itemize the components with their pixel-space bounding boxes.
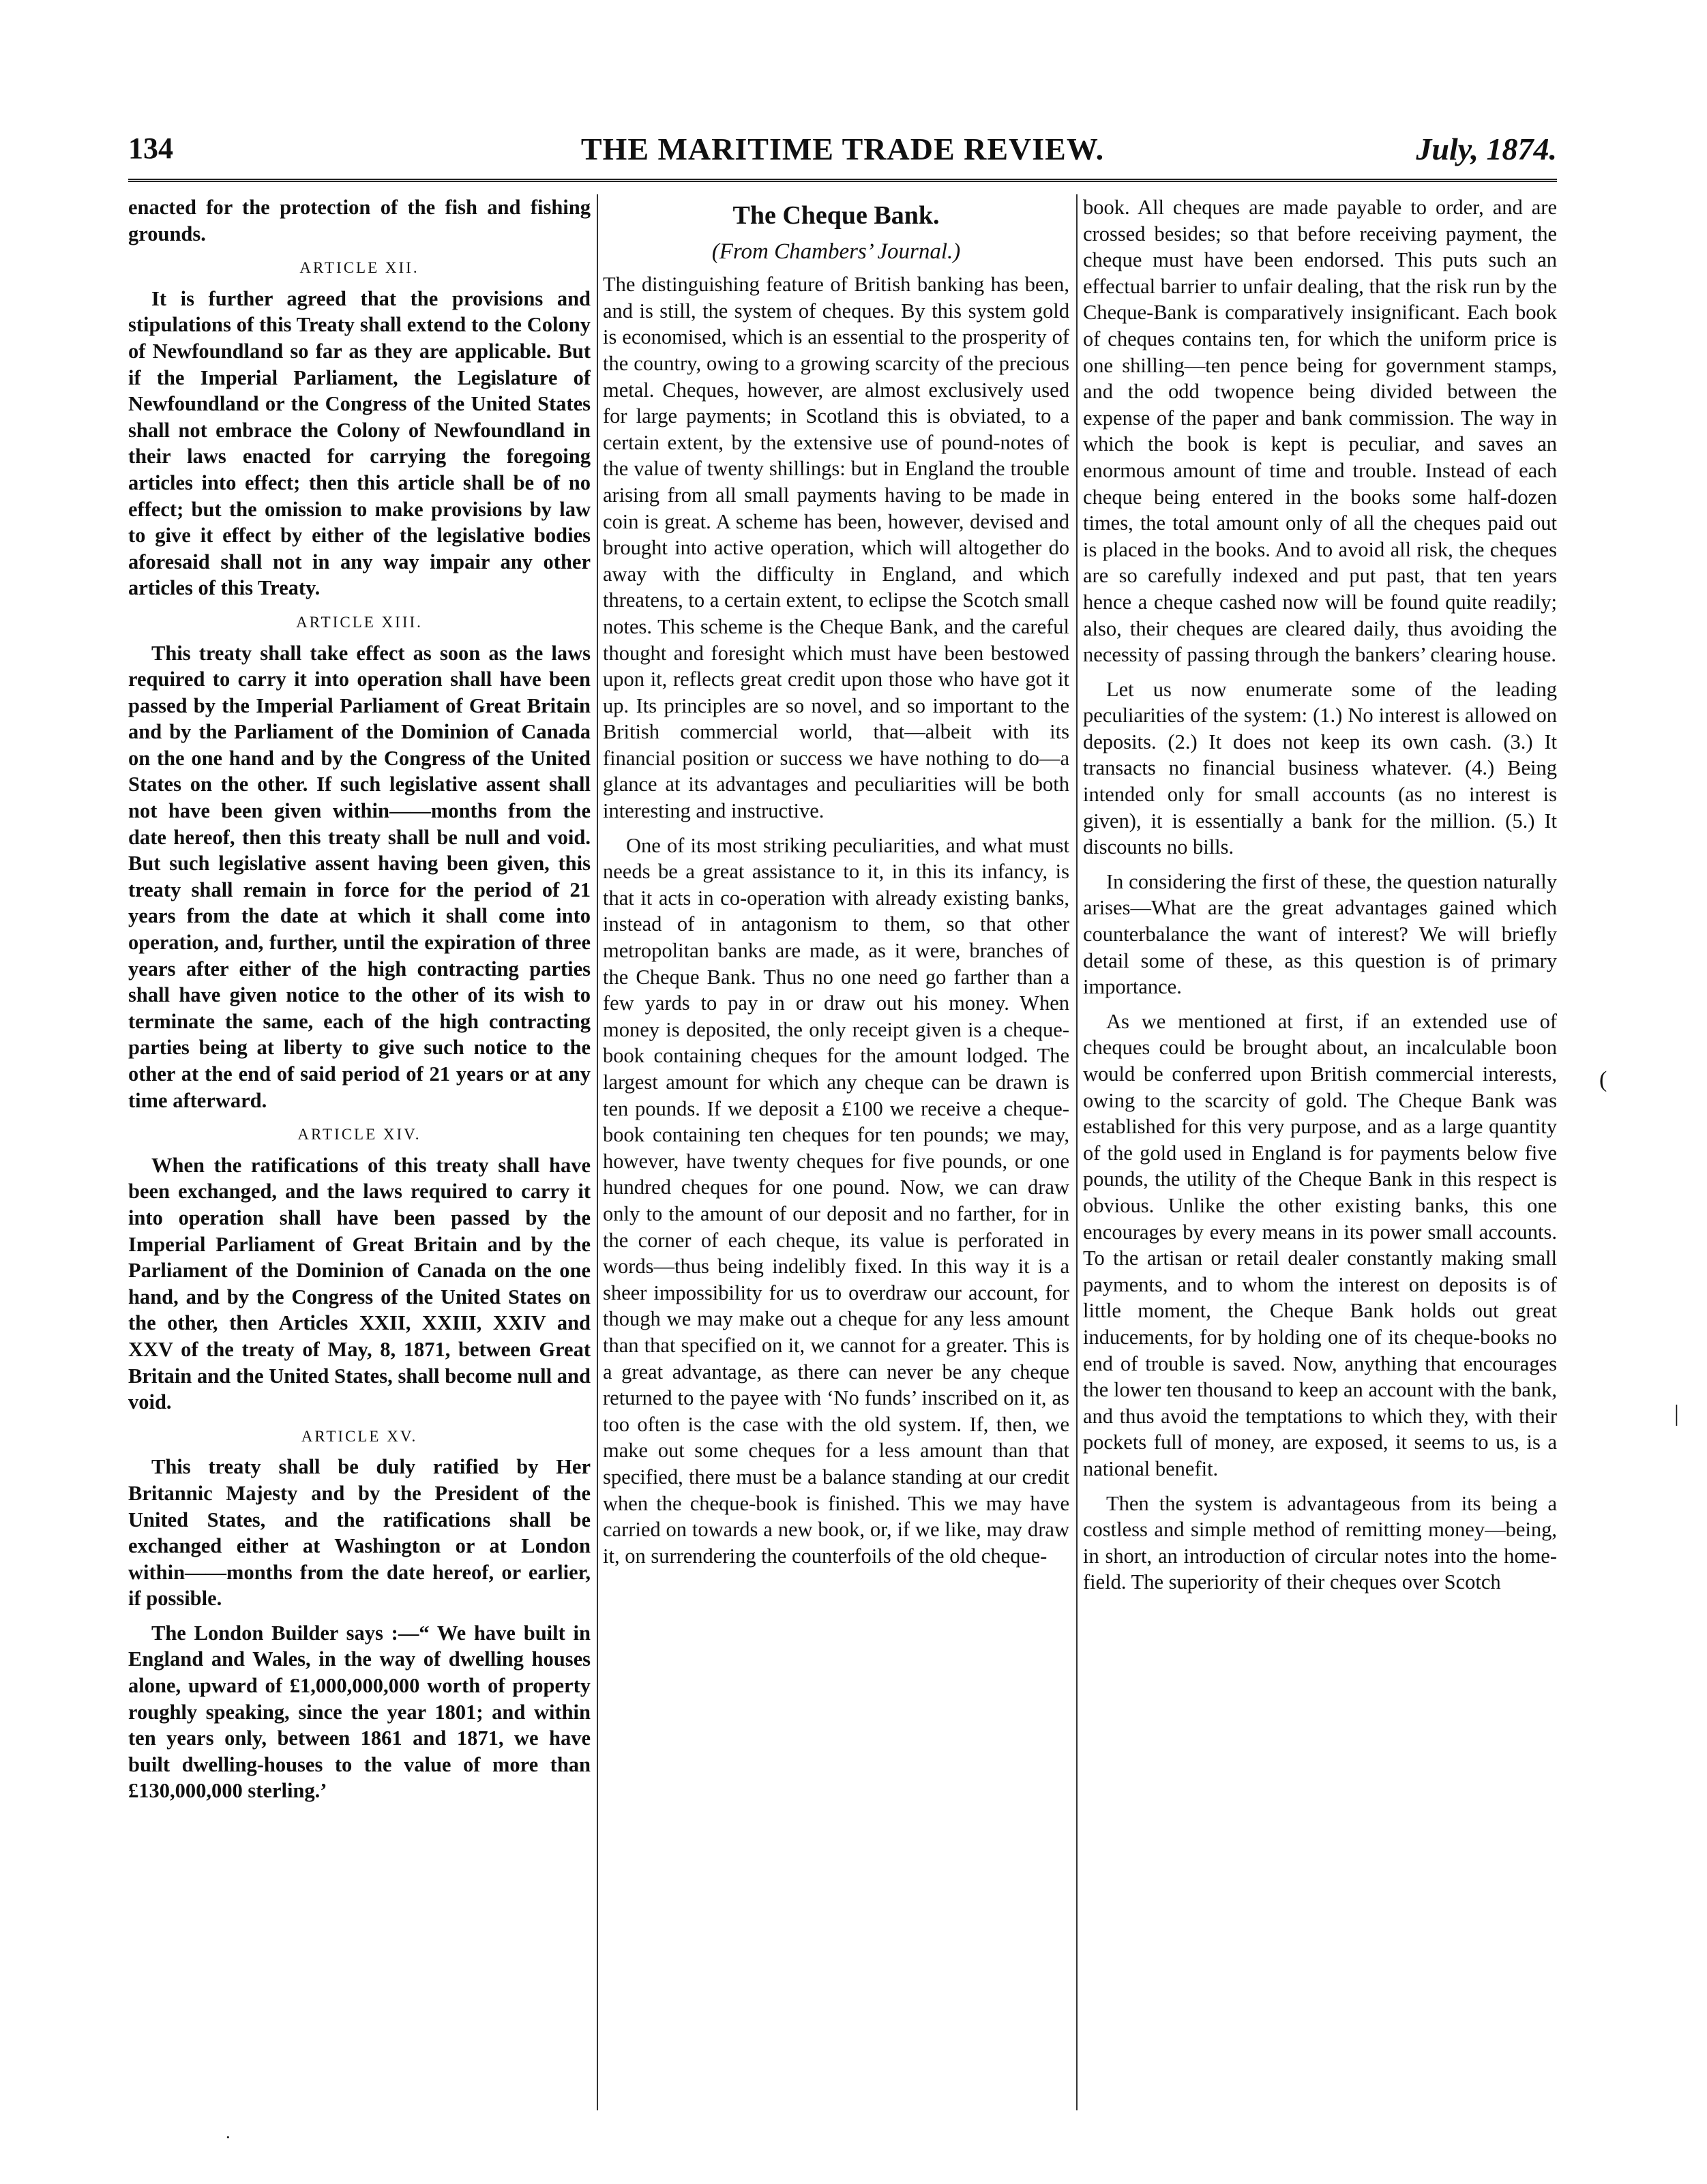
- article-heading: ARTICLE XV.: [301, 1427, 418, 1445]
- article-source: (From Chambers’ Journal.): [711, 239, 961, 264]
- paragraph: As we mentioned at first, if an extended use of cheques could be brought about, an incalculable boon would be conferred upon British commercial interests, owing to the scarcity of gold. The Cheque Bank was established for this very purpose, and as a large quantity of the gold used in England is for payments below five pounds, the utility of the Cheque Bank in this respect is obvious. Unlike the other existing banks, this one encourages by every means in its power small accounts. To the artisan or retail dealer constantly making small payments, and to whom the interest on deposits is of little moment, the Cheque Bank holds out great inducements, for by holding one of its cheque-books no end of trouble is saved. Now, anything that encourages the lower ten thousand to keep an account with the bank, and thus avoid the temptations to which they, with their pockets full of money, are exposed, it seems to us, is a national benefit.: [1083, 1009, 1557, 1480]
- article-heading: ARTICLE XIII.: [296, 613, 423, 631]
- paragraph: In considering the first of these, the question naturally arises—What are the great advantages gained which counterbalance the want of interest? We will briefly detail some of these, as this question is of primary importance.: [1083, 869, 1557, 999]
- paragraph: It is further agreed that the provisions and stipulations of this Treaty shall extend to the Colony of Newfoundland so far as they are applicable. But if the Imperial Parliament, the Legislature of Newfoundland or the Congress of the United States shall not embrace the Colony of Newfoundland in their laws enacted for carrying the foregoing articles into effect; then this article shall be of no effect; but the omission to make provisions by law to give it effect by either of the legislative bodies aforesaid shall not in any way impair any other articles of this Treaty.: [128, 286, 591, 600]
- page-header: [128, 131, 1557, 179]
- header-rule: [128, 179, 1557, 182]
- paragraph: This treaty shall take effect as soon as the laws required to carry it into operation shall have been passed by the Imperial Parliament of Great Britain and by the Parliament of the Dominion of Canada on the one hand and by the Congress of the United States on the other. If such legislative assent shall not have been given within——months from the date hereof, then this treaty shall be null and void. But such legislative assent having been given, this treaty shall remain in force for the period of 21 years from the date at which it shall come into operation, and, further, until the expiration of three years after either of the high contracting parties shall have given notice to the other of its wish to terminate the same, each of the high contracting parties being at liberty to give such notice to the other at the end of said period of 21 years or at any time afterward.: [128, 641, 591, 1112]
- article-title: The Cheque Bank.: [732, 201, 940, 230]
- margin-mark: |: [1674, 1401, 1679, 1426]
- paragraph: enacted for the protection of the fish and fishing grounds.: [128, 196, 591, 245]
- column-divider: [1076, 194, 1078, 2110]
- paragraph: When the ratifications of this treaty shall have been exchanged, and the laws required to carry it into operation shall have been passed by the Imperial Parliament of Great Britain and by the Parliament of the Dominion of Canada on the one hand, and by the Congress of the United States on the other, then Articles XXII, XXIII, XXIV and XXV of the treaty of May, 8, 1871, between Great Britain and the United States, shall become null and void.: [128, 1153, 591, 1414]
- column-left: [128, 194, 591, 2124]
- paragraph: One of its most striking peculiarities, and what must needs be a great assistance to it, in this its infancy, is that it acts in co-operation with already existing banks, instead of in antagonism to them, so that other metropolitan banks are made, as it were, branches of the Cheque Bank. Thus no one need go farther than a few yards to pay in or draw out his money. When money is deposited, the only receipt given is a cheque-book containing cheques for the amount lodged. The largest amount for which any cheque can be drawn is ten pounds. If we deposit a £100 we receive a cheque-book containing ten cheques for ten pounds; we may, however, have twenty cheques for five pounds, or one hundred cheques for one pound. Now, we can draw only to the amount of our deposit and no farther, for in the corner of each cheque, its value is perforated in words—thus being indelibly fixed. In this way it is a sheer impossibility for us to overdraw our account, for though we may make out a cheque for any less amount than that specified on it, we cannot for a greater. This is a great advantage, as there can never be any cheque returned to the payee with ‘No funds’ inscribed on it, as too often is the case with the old system. If, then, we make out some cheques for a less amount than that specified, there must be a balance standing at our credit when the cheque-book is finished. This we may have carried on towards a new book, or, if we like, may draw it, on surrendering the counterfoils of the old cheque-: [603, 833, 1069, 1568]
- issue-date: July, 1874.: [1416, 132, 1557, 166]
- paragraph: Let us now enumerate some of the leading peculiarities of the system: (1.) No interest is allowed on deposits. (2.) It does not keep its own cash. (3.) It transacts no financial business whatever. (4.) Being intended only for small accounts (as no interest is given), it is essentially a bank for the million. (5.) It discounts no bills.: [1083, 677, 1557, 859]
- column-middle: [603, 194, 1069, 2124]
- publication-title: THE MARITIME TRADE REVIEW.: [580, 132, 1105, 166]
- article-heading: ARTICLE XII.: [299, 259, 419, 277]
- stray-dot: ·: [225, 2127, 231, 2147]
- column-right: [1083, 194, 1557, 2124]
- margin-mark: (: [1599, 1067, 1607, 1092]
- article-heading: ARTICLE XIV.: [297, 1126, 421, 1143]
- builder-paragraph: The London Builder says :—“ We have built in England and Wales, in the way of dwelling houses alone, upward of £1,000,000,000 worth of property roughly speaking, since the year 1801; and within ten years only, between 1861 and 1871, we have built dwelling-houses to the value of more than £130,000,000 sterling.’: [128, 1621, 591, 1803]
- paragraph: book. All cheques are made payable to order, and are crossed besides; so that before receiving payment, the cheque must have been endorsed. This puts such an effectual barrier to unfair dealing, that the risk run by the Cheque-Bank is comparatively insignificant. Each book of cheques contains ten, for which the uniform price is one shilling—ten pence being for government stamps, and the odd twopence being divided between the expense of the paper and bank commission. The way in which the book is kept is peculiar, and saves an enormous amount of time and trouble. Instead of each cheque being entered in the books some half-dozen times, the total amount only of all the cheques paid out is placed in the books. And to avoid all risk, the cheques are so carefully indexed and put past, that ten years hence a cheque cashed now will be found quite readily; also, their cheques are cleared daily, thus avoiding the necessity of passing through the bankers’ clearing house.: [1083, 196, 1557, 667]
- paragraph: The distinguishing feature of British banking has been, and is still, the system of cheques. By this system gold is economised, which is an essential to the prosperity of the country, owing to a growing scarcity of the precious metal. Cheques, however, are almost exclusively used for large payments; in Scotland this is obviated, to a certain extent, by the extensive use of pound-notes of the value of twenty shillings: but in England the trouble arising from all small payments having to be made in coin is great. A scheme has been, however, devised and brought into active operation, which will altogether do away with the difficulty in England, and which threatens, to a certain extent, to eclipse the Scotch small notes. This scheme is the Cheque Bank, and the careful thought and foresight which must have been bestowed upon it, reflects great credit upon those who have got it up. Its principles are so novel, and so important to the British commercial world, that—albeit with its financial position or success we have nothing to do—a glance at its advantages and peculiarities will be both interesting and instructive.: [603, 273, 1069, 823]
- paragraph: This treaty shall be duly ratified by Her Britannic Majesty and by the President of the United States, and the ratifications shall be exchanged either at Washington or at London within——months from the date hereof, or earlier, if possible.: [128, 1455, 591, 1611]
- paragraph: Then the system is advantageous from its being a costless and simple method of remitting money—being, in short, an introduction of circular notes into the home-field. The superiority of their cheques over Scotch: [1083, 1491, 1557, 1594]
- page-number: 134: [128, 132, 173, 165]
- column-divider: [597, 194, 598, 2110]
